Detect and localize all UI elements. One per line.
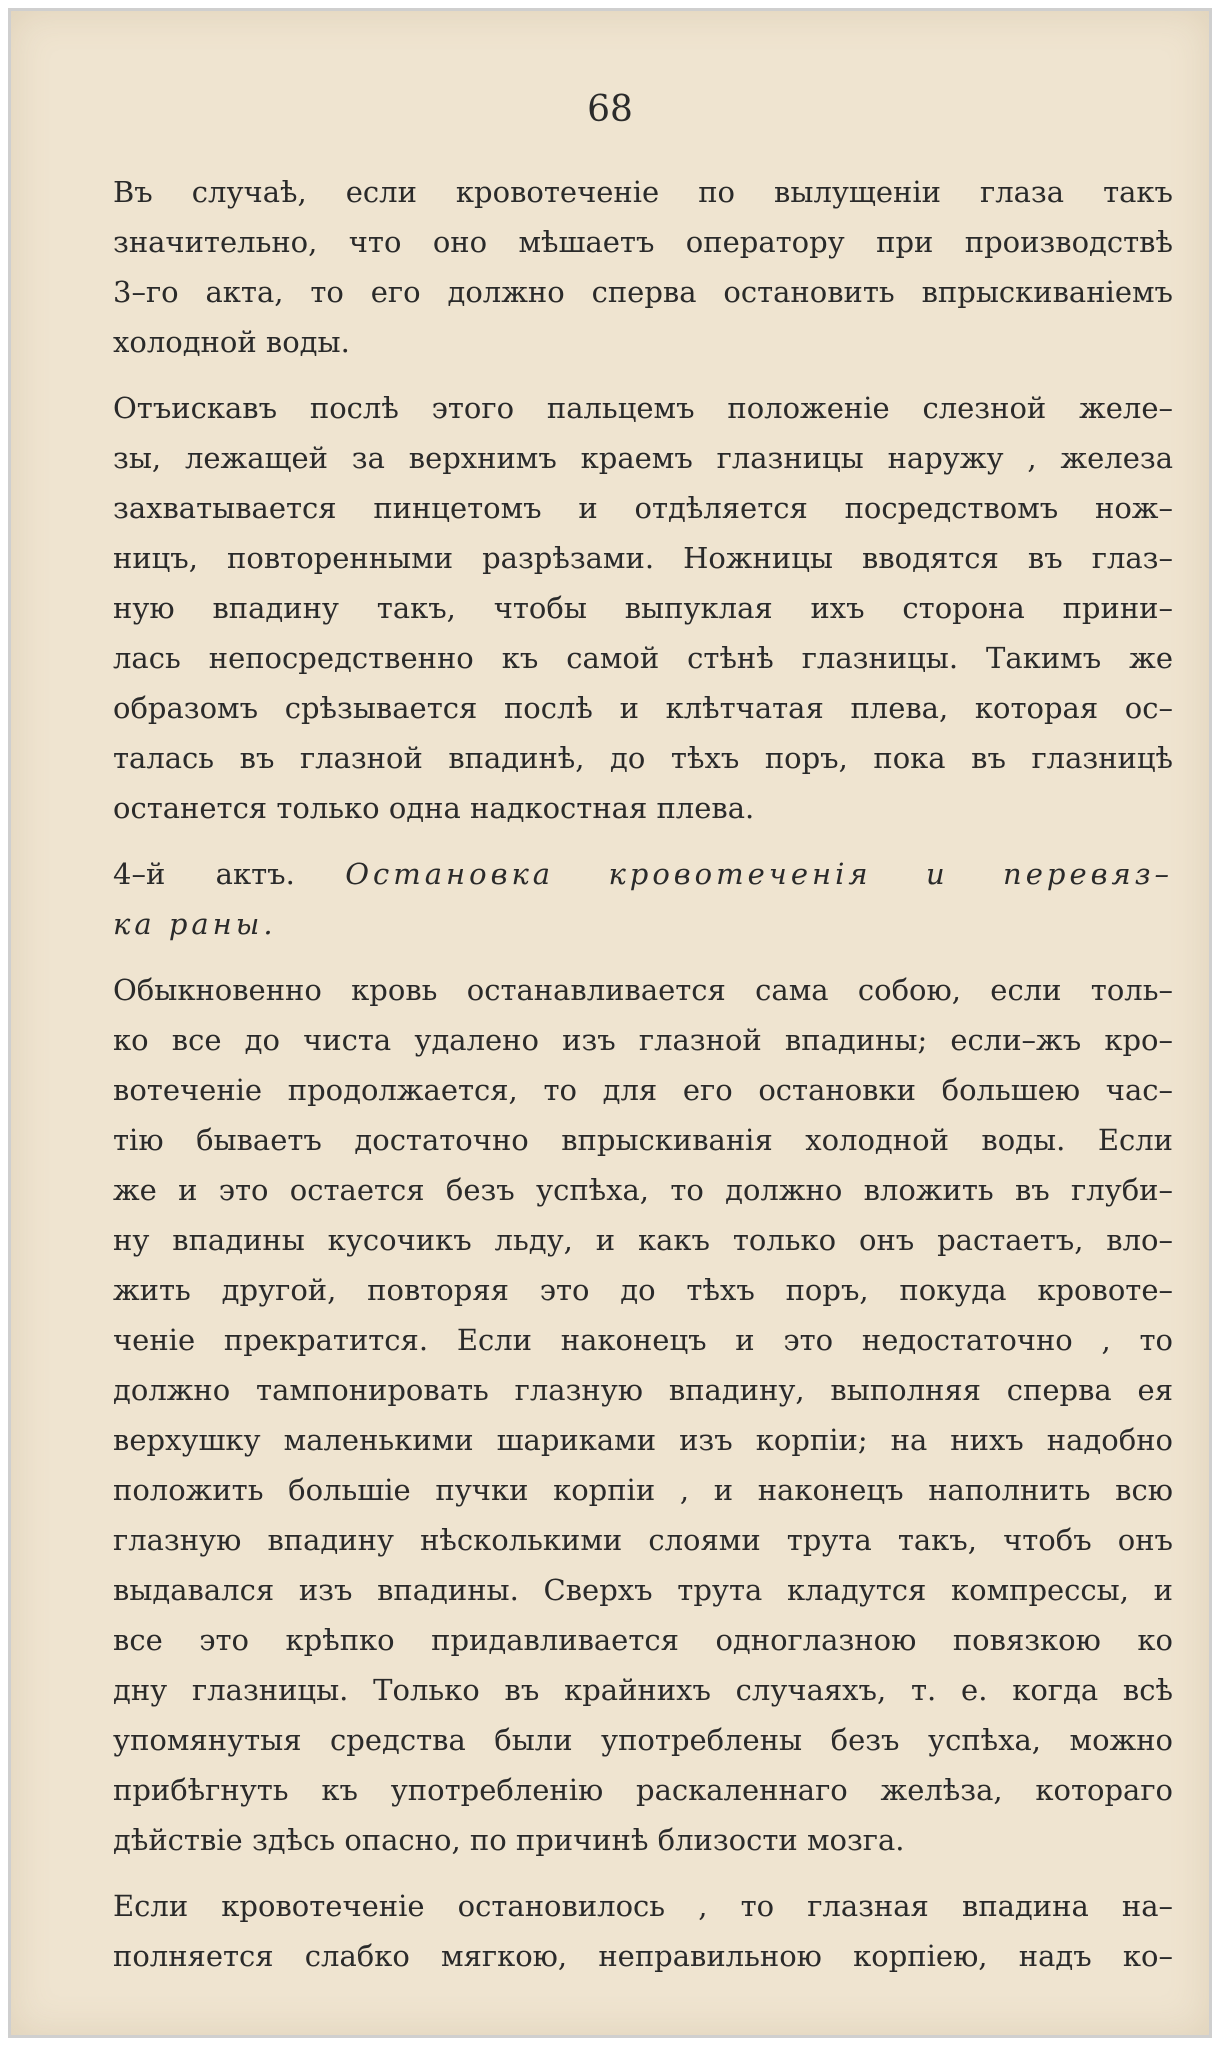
page-number: 68	[587, 89, 633, 130]
paragraph-1	[113, 167, 1173, 367]
text-line: лась непосредственно къ самой стѣнѣ глазницы. Такимъ же	[113, 641, 1173, 675]
text-line: ченіе прекратится. Если наконецъ и это недостаточно , то	[113, 1323, 1173, 1357]
heading-prefix: 4–й актъ.	[113, 857, 295, 891]
text-line: Въ случаѣ, если кровотеченіе по вылущеніи глаза такъ	[113, 175, 1173, 209]
text-line: же и это остается безъ успѣха, то должно вложить въ глуби–	[113, 1173, 1173, 1207]
text-line: останется только одна надкостная плева.	[113, 791, 755, 825]
heading-title: Остановка кровотеченія и перевяз–	[345, 857, 1174, 891]
text-line: дну глазницы. Только въ крайнихъ случаяхъ, т. е. когда всѣ	[113, 1673, 1173, 1707]
text-line: должно тампонировать глазную впадину, выполняя сперва ея	[113, 1373, 1173, 1407]
paragraph-3	[113, 965, 1173, 1865]
text-line: полняется слабко мягкою, неправильною корпіею, надъ ко–	[113, 1939, 1173, 1973]
text-line: ную впадину такъ, чтобы выпуклая ихъ сторона прини–	[113, 591, 1173, 625]
text-line: зы, лежащей за верхнимъ краемъ глазницы наружу , железа	[113, 441, 1173, 475]
text-line: Обыкновенно кровь останавливается сама собою, если толь–	[113, 973, 1173, 1007]
text-line: положить большіе пучки корпіи , и наконецъ наполнить всю	[113, 1473, 1173, 1507]
text-line: дѣйствіе здѣсь опасно, по причинѣ близости мозга.	[113, 1823, 905, 1857]
text-line: ницъ, повторенными разрѣзами. Ножницы вводятся въ глаз–	[113, 541, 1173, 575]
text-line: Отъискавъ послѣ этого пальцемъ положеніе слезной желе–	[113, 391, 1173, 425]
text-line: прибѣгнуть къ употребленію раскаленнаго желѣза, котораго	[113, 1773, 1173, 1807]
text-line: холодной воды.	[113, 325, 350, 359]
paragraph-4	[113, 1881, 1173, 1981]
text-line: жить другой, повторяя это до тѣхъ поръ, покуда кровоте–	[113, 1273, 1173, 1307]
text-line: ко все до чиста удалено изъ глазной впадины; если–жъ кро–	[113, 1023, 1173, 1057]
text-line: тію бываетъ достаточно впрыскиванія холодной воды. Если	[113, 1123, 1173, 1157]
text-line: Если кровотеченіе остановилось , то глазная впадина на–	[113, 1889, 1173, 1923]
text-line: все это крѣпко придавливается одноглазною повязкою ко	[113, 1623, 1173, 1657]
book-page	[8, 8, 1212, 2038]
paragraph-2	[113, 383, 1173, 833]
heading-title-continued: ка раны.	[113, 907, 277, 941]
text-line: упомянутыя средства были употреблены безъ успѣха, можно	[113, 1723, 1173, 1757]
page-text	[113, 167, 1173, 1997]
text-line: 3–го акта, то его должно сперва остановить впрыскиваніемъ	[113, 275, 1173, 309]
text-line: вотеченіе продолжается, то для его остановки большею час–	[113, 1073, 1173, 1107]
heading-line	[113, 849, 1173, 899]
text-line: талась въ глазной впадинѣ, до тѣхъ поръ, пока въ глазницѣ	[113, 741, 1173, 775]
text-line: верхушку маленькими шариками изъ корпіи; на нихъ надобно	[113, 1423, 1173, 1457]
text-line: образомъ срѣзывается послѣ и клѣтчатая плева, которая ос–	[113, 691, 1173, 725]
text-line: значительно, что оно мѣшаетъ оператору при производствѣ	[113, 225, 1173, 259]
text-line: захватывается пинцетомъ и отдѣляется посредствомъ нож–	[113, 491, 1173, 525]
section-heading	[113, 849, 1173, 949]
text-line: глазную впадину нѣсколькими слоями трута такъ, чтобъ онъ	[113, 1523, 1173, 1557]
text-line: ну впадины кусочикъ льду, и какъ только онъ растаетъ, вло–	[113, 1223, 1173, 1257]
text-line: выдавался изъ впадины. Сверхъ трута кладутся компрессы, и	[113, 1573, 1173, 1607]
